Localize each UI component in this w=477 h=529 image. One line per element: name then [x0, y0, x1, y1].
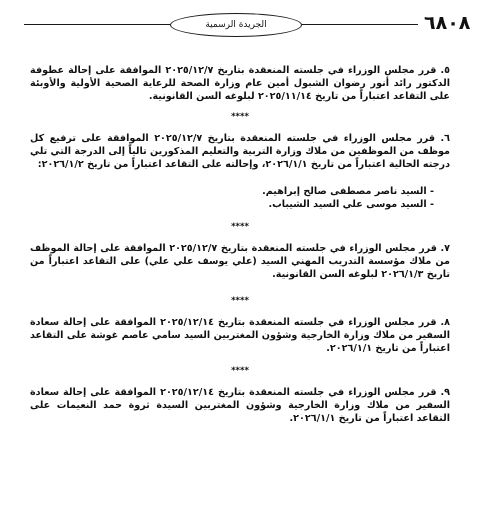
decision-text: قرر مجلس الوزراء في جلسته المنعقدة بتاريخ ٢٠٢٥/١٢/٧ الموافقة على إحالة عطوفة الدكتور رائد أنور رضوان الشبول أمين عام وزارة الصحة للرعاية الصحية الأولية والأوبئة على التقاعد اعتباراً من تاريخ ٢٠٢٥/١١/١٤ لبلوغه السن القانونية. [30, 65, 450, 102]
decision-number: ٩ [444, 387, 450, 398]
decision-number: ٨ [444, 317, 450, 328]
journal-title: الجريدة الرسمية [205, 20, 267, 30]
decision-number: ٥ [444, 65, 450, 76]
decision-text: قرر مجلس الوزراء في جلسته المنعقدة بتاريخ ٢٠٢٥/١٢/٧ الموافقة على إحالة الموظف من ملاك مؤسسة التدريب المهني السيد (علي يوسف علي علي) على التقاعد اعتباراً من تاريخ ٢٠٢٦/١/٣ لبلوغه السن القانونية. [30, 243, 450, 280]
page-number: ٦٨٠٨ [424, 12, 471, 34]
decision-text: قرر مجلس الوزراء في جلسته المنعقدة بتاريخ ٢٠٢٥/١٢/١٤ الموافقة على إحالة سعادة السفير من ملاك وزارة الخارجية وشؤون المغتربين السيدة ثروة حمد النعيمات على التقاعد اعتباراً من تاريخ ٢٠٢٦/١/١. [30, 387, 450, 424]
decision-text: قرر مجلس الوزراء في جلسته المنعقدة بتاريخ ٢٠٢٥/١٢/١٤ الموافقة على إحالة سعادة السفير من ملاك وزارة الخارجية وشؤون المغتربين السيد سامي عاصم غوشة على التقاعد اعتباراً من تاريخ ٢٠٢٦/١/١. [30, 317, 450, 354]
decision-item-5: ٥. قرر مجلس الوزراء في جلسته المنعقدة بتاريخ ٢٠٢٥/١٢/٧ الموافقة على إحالة عطوفة الدكتور رائد أنور رضوان الشبول أمين عام وزارة الصحة للرعاية الصحية الأولية والأوبئة على التقاعد اعتباراً من تاريخ ٢٠٢٥/١١/١٤ لبلوغه السن القانونية. [30, 65, 450, 102]
page-header [0, 0, 477, 50]
header-rule-left [24, 24, 170, 25]
decision-item-9: ٩. قرر مجلس الوزراء في جلسته المنعقدة بتاريخ ٢٠٢٥/١٢/١٤ الموافقة على إحالة سعادة السفير من ملاك وزارة الخارجية وشؤون المغتربين السيدة ثروة حمد النعيمات على التقاعد اعتباراً من تاريخ ٢٠٢٦/١/١. [30, 387, 450, 424]
decision-item-6: ٦. قرر مجلس الوزراء في جلسته المنعقدة بتاريخ ٢٠٢٥/١٢/٧ الموافقة على ترفيع كل موظف من الموظفين من ملاك وزارة التربية والتعليم المذكورين تالياً إلى الدرجة التي تلي درجته الحالية اعتباراً من تاريخ ٢٠٢٦/١/١، وإحالته على التقاعد اعتباراً من تاريخ ٢٠٢٦/١/٢: [29, 133, 450, 170]
separator-stars: **** [231, 296, 249, 306]
decision-number: ٧ [444, 243, 450, 254]
decision-text: قرر مجلس الوزراء في جلسته المنعقدة بتاريخ ٢٠٢٥/١٢/٧ الموافقة على ترفيع كل موظف من الموظفين من ملاك وزارة التربية والتعليم المذكورين تالياً إلى الدرجة التي تلي درجته الحالية اعتباراً من تاريخ ٢٠٢٦/١/١، وإحالته على التقاعد اعتباراً من تاريخ ٢٠٢٦/١/٢: [29, 133, 450, 170]
header-rule-right [302, 24, 418, 25]
decisions-list [30, 64, 450, 425]
separator-stars: **** [231, 222, 249, 232]
decision-item-8: ٨. قرر مجلس الوزراء في جلسته المنعقدة بتاريخ ٢٠٢٥/١٢/١٤ الموافقة على إحالة سعادة السفير من ملاك وزارة الخارجية وشؤون المغتربين السيد سامي عاصم غوشة على التقاعد اعتباراً من تاريخ ٢٠٢٦/١/١. [30, 317, 450, 354]
list-item: - السيد ناصر مصطفى صالح إبراهيم. [262, 186, 434, 197]
decision-item-7: ٧. قرر مجلس الوزراء في جلسته المنعقدة بتاريخ ٢٠٢٥/١٢/٧ الموافقة على إحالة الموظف من ملاك مؤسسة التدريب المهني السيد (علي يوسف علي علي) على التقاعد اعتباراً من تاريخ ٢٠٢٦/١/٣ لبلوغه السن القانونية. [30, 243, 450, 280]
decision-number: ٦ [444, 133, 450, 144]
journal-title-oval [170, 13, 302, 37]
list-item: - السيد موسى علي السيد الشيباب. [268, 199, 434, 210]
separator-stars: **** [231, 112, 249, 122]
separator-stars: **** [231, 366, 249, 376]
promoted-names-list [30, 185, 450, 211]
